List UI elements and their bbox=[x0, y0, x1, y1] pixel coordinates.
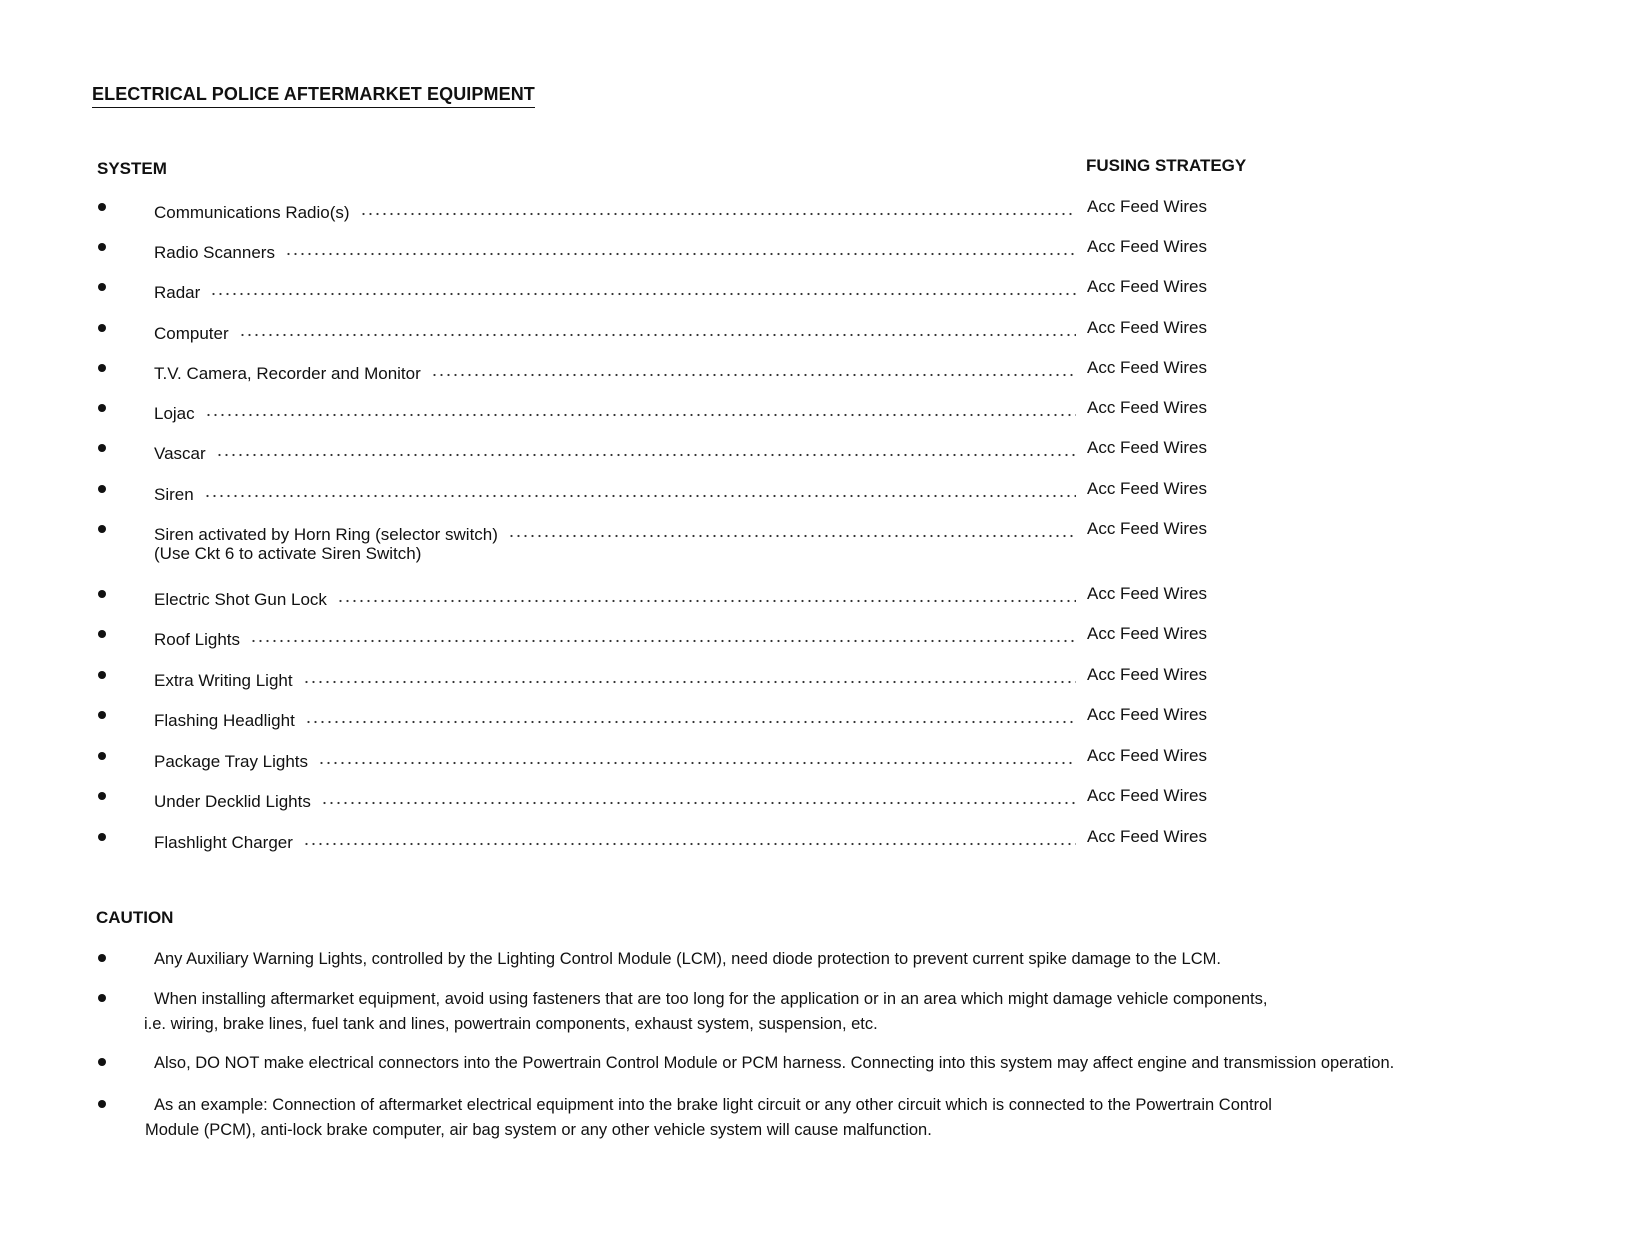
bullet-icon bbox=[98, 1100, 106, 1108]
fusing-value: Acc Feed Wires bbox=[1087, 479, 1207, 498]
caution-text: As an example: Connection of aftermarket electrical equipment into the brake light circuit or any other circuit which is connected to the Powertrain Control bbox=[154, 1096, 1272, 1114]
system-name: Computer bbox=[154, 324, 229, 343]
system-name: Package Tray Lights bbox=[154, 752, 309, 771]
system-name: Vascar bbox=[154, 444, 206, 463]
bullet-icon bbox=[98, 525, 106, 533]
dot-leader bbox=[303, 664, 1076, 686]
dot-leader bbox=[337, 583, 1076, 605]
dot-leader bbox=[431, 357, 1076, 379]
caution-text: Also, DO NOT make electrical connectors into the Powertrain Control Module or PCM harness. Connecting into this system may affect engine and transmission operation. bbox=[154, 1054, 1395, 1072]
fusing-value: Acc Feed Wires bbox=[1087, 705, 1207, 724]
dot-leader bbox=[318, 745, 1076, 767]
fusing-value: Acc Feed Wires bbox=[1087, 624, 1207, 643]
bullet-icon bbox=[98, 1058, 106, 1066]
system-name: Siren bbox=[154, 485, 194, 504]
bullet-icon bbox=[98, 404, 106, 412]
system-name: Radar bbox=[154, 283, 201, 302]
dot-leader bbox=[239, 317, 1076, 339]
system-name: Electric Shot Gun Lock bbox=[154, 590, 327, 609]
dot-leader bbox=[216, 437, 1076, 459]
bullet-icon bbox=[98, 954, 106, 962]
dot-leader bbox=[285, 236, 1076, 258]
fusing-value: Acc Feed Wires bbox=[1087, 277, 1207, 296]
bullet-icon bbox=[98, 752, 106, 760]
system-name: Flashing Headlight bbox=[154, 711, 295, 730]
caution-text: When installing aftermarket equipment, avoid using fasteners that are too long for the application or in an area which might damage vehicle components, bbox=[154, 990, 1268, 1008]
system-name: Extra Writing Light bbox=[154, 671, 293, 690]
bullet-icon bbox=[98, 243, 106, 251]
bullet-icon bbox=[98, 792, 106, 800]
bullet-icon bbox=[98, 630, 106, 638]
page-title: ELECTRICAL POLICE AFTERMARKET EQUIPMENT bbox=[92, 84, 535, 108]
dot-leader bbox=[305, 704, 1076, 726]
system-name: T.V. Camera, Recorder and Monitor bbox=[154, 364, 421, 383]
dot-leader bbox=[250, 623, 1076, 645]
fusing-strategy-column-header: FUSING STRATEGY bbox=[1086, 156, 1247, 175]
fusing-value: Acc Feed Wires bbox=[1087, 237, 1207, 256]
bullet-icon bbox=[98, 203, 106, 211]
system-name: Communications Radio(s) bbox=[154, 203, 350, 222]
bullet-icon bbox=[98, 671, 106, 679]
dot-leader bbox=[210, 276, 1076, 298]
system-column-header: SYSTEM bbox=[97, 159, 167, 178]
system-name: Lojac bbox=[154, 404, 195, 423]
system-subnote: (Use Ckt 6 to activate Siren Switch) bbox=[154, 544, 422, 563]
fusing-value: Acc Feed Wires bbox=[1087, 827, 1207, 846]
caution-text: Any Auxiliary Warning Lights, controlled by the Lighting Control Module (LCM), need diode protection to prevent current spike damage to the LCM. bbox=[154, 950, 1221, 968]
bullet-icon bbox=[98, 485, 106, 493]
caution-text-continued: Module (PCM), anti-lock brake computer, air bag system or any other vehicle system will cause malfunction. bbox=[145, 1121, 932, 1139]
fusing-value: Acc Feed Wires bbox=[1087, 318, 1207, 337]
dot-leader bbox=[204, 478, 1076, 500]
fusing-value: Acc Feed Wires bbox=[1087, 438, 1207, 457]
system-name: Roof Lights bbox=[154, 630, 240, 649]
fusing-value: Acc Feed Wires bbox=[1087, 584, 1207, 603]
fusing-value: Acc Feed Wires bbox=[1087, 398, 1207, 417]
dot-leader bbox=[303, 826, 1076, 848]
bullet-icon bbox=[98, 283, 106, 291]
fusing-value: Acc Feed Wires bbox=[1087, 197, 1207, 216]
system-name: Flashlight Charger bbox=[154, 833, 293, 852]
bullet-icon bbox=[98, 833, 106, 841]
fusing-value: Acc Feed Wires bbox=[1087, 746, 1207, 765]
dot-leader bbox=[321, 785, 1076, 807]
fusing-value: Acc Feed Wires bbox=[1087, 358, 1207, 377]
system-name: Siren activated by Horn Ring (selector switch) bbox=[154, 525, 498, 544]
fusing-value: Acc Feed Wires bbox=[1087, 786, 1207, 805]
bullet-icon bbox=[98, 711, 106, 719]
system-name: Under Decklid Lights bbox=[154, 792, 311, 811]
bullet-icon bbox=[98, 994, 106, 1002]
bullet-icon bbox=[98, 364, 106, 372]
bullet-icon bbox=[98, 444, 106, 452]
fusing-value: Acc Feed Wires bbox=[1087, 519, 1207, 538]
dot-leader bbox=[360, 196, 1076, 218]
dot-leader bbox=[205, 397, 1076, 419]
bullet-icon bbox=[98, 590, 106, 598]
bullet-icon bbox=[98, 324, 106, 332]
system-name: Radio Scanners bbox=[154, 243, 275, 262]
fusing-value: Acc Feed Wires bbox=[1087, 665, 1207, 684]
caution-text-continued: i.e. wiring, brake lines, fuel tank and lines, powertrain components, exhaust system, suspension, etc. bbox=[144, 1015, 878, 1033]
caution-heading: CAUTION bbox=[96, 908, 174, 927]
dot-leader bbox=[508, 518, 1076, 540]
